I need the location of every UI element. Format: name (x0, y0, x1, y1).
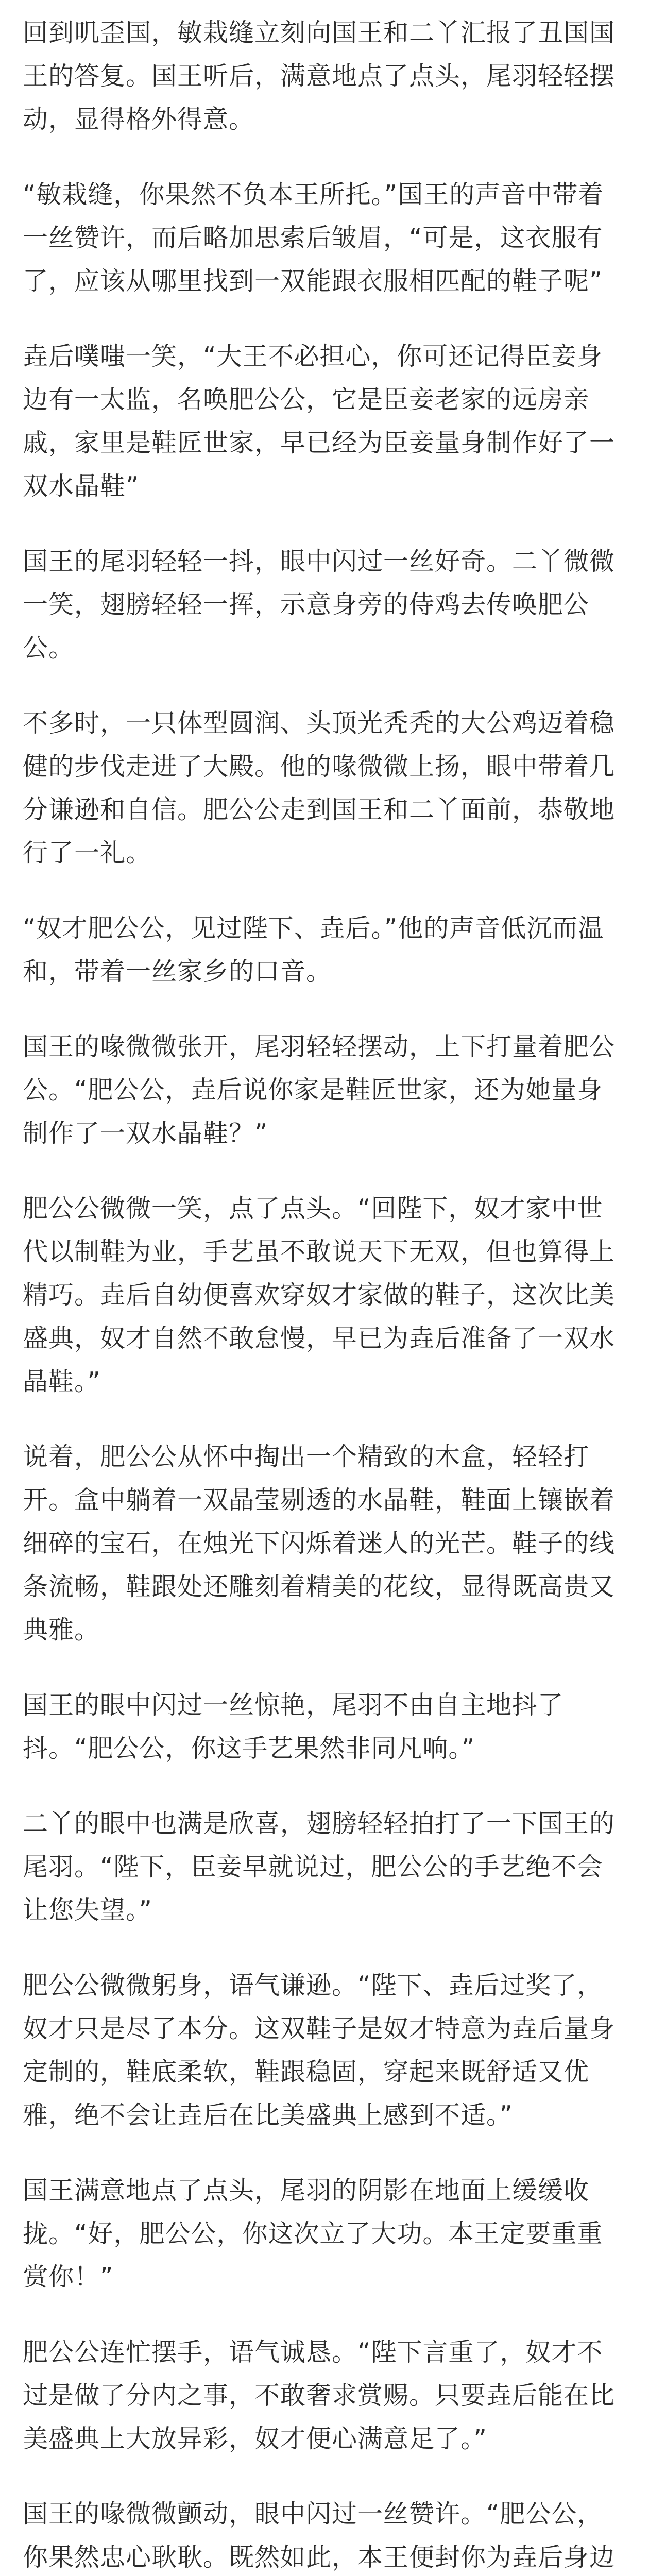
paragraph-8: 肥公公微微一笑，点了点头。“回陛下，奴才家中世代以制鞋为业，手艺虽不敢说天下无双，但也算得上精巧。垚后自幼便喜欢穿奴才家做的鞋子，这次比美盛典，奴才自然不敢怠慢，早已为垚后准备了一双水晶鞋。” (23, 1194, 616, 1396)
paragraph-2: “敏栽缝，你果然不负本王所托。”国王的声音中带着一丝赞许，而后略加思索后皱眉，“可是，这衣服有了，应该从哪里找到一双能跟衣服相匹配的鞋子呢” (23, 180, 604, 296)
paragraph-5: 不多时，一只体型圆润、头顶光秃秃的大公鸡迈着稳健的步伐走进了大殿。他的喙微微上扬，眼中带着几分谦逊和自信。肥公公走到国王和二丫面前，恭敬地行了一礼。 (23, 708, 616, 868)
paragraph-11: 二丫的眼中也满是欣喜，翅膀轻轻拍打了一下国王的尾羽。“陛下，臣妾早就说过，肥公公的手艺绝不会让您失望。” (23, 1809, 616, 1925)
paragraph-10: 国王的眼中闪过一丝惊艳，尾羽不由自主地抖了抖。“肥公公，你这手艺果然非同凡响。” (23, 1690, 564, 1763)
paragraph-9: 说着，肥公公从怀中掏出一个精致的木盒，轻轻打开。盒中躺着一双晶莹剔透的水晶鞋，鞋面上镶嵌着细碎的宝石，在烛光下闪烁着迷人的光芒。鞋子的线条流畅，鞋跟处还雕刻着精美的花纹，显得既高贵又典雅。 (23, 1442, 616, 1645)
paragraph-6: “奴才肥公公，见过陛下、垚后。”他的声音低沉而温和，带着一丝家乡的口音。 (23, 913, 604, 986)
paragraph-14: 肥公公连忙摆手，语气诚恳。“陛下言重了，奴才不过是做了分内之事，不敢奢求赏赐。只要垚后能在比美盛典上大放异彩，奴才便心满意足了。” (23, 2337, 616, 2453)
paragraph-3: 垚后噗嗤一笑，“大王不必担心，你可还记得臣妾身边有一太监，名唤肥公公，它是臣妾老家的远房亲戚，家里是鞋匠世家，早已经为臣妾量身制作好了一双水晶鞋” (23, 342, 616, 501)
paragraph-15: 国王的喙微微颤动，眼中闪过一丝赞许。“肥公公，你果然忠心耿耿。既然如此，本王便封你为垚后身边 (23, 2499, 616, 2572)
paragraph-1: 回到叽歪国，敏栽缝立刻向国王和二丫汇报了丑国国王的答复。国王听后，满意地点了点头，尾羽轻轻摆动，显得格外得意。 (23, 18, 616, 134)
paragraph-4: 国王的尾羽轻轻一抖，眼中闪过一丝好奇。二丫微微一笑，翅膀轻轻一挥，示意身旁的侍鸡去传唤肥公公。 (23, 547, 616, 663)
paragraph-7: 国王的喙微微张开，尾羽轻轻摆动，上下打量着肥公公。“肥公公，垚后说你家是鞋匠世家，还为她量身制作了一双水晶鞋？” (23, 1032, 616, 1148)
paragraph-13: 国王满意地点了点头，尾羽的阴影在地面上缓缓收拢。“好，肥公公，你这次立了大功。本王定要重重赏你！” (23, 2176, 603, 2292)
paragraph-12: 肥公公微微躬身，语气谦逊。“陛下、垚后过奖了，奴才只是尽了本分。这双鞋子是奴才特意为垚后量身定制的，鞋底柔软，鞋跟稳固，穿起来既舒适又优雅，绝不会让垚后在比美盛典上感到不适。” (23, 1971, 616, 2130)
